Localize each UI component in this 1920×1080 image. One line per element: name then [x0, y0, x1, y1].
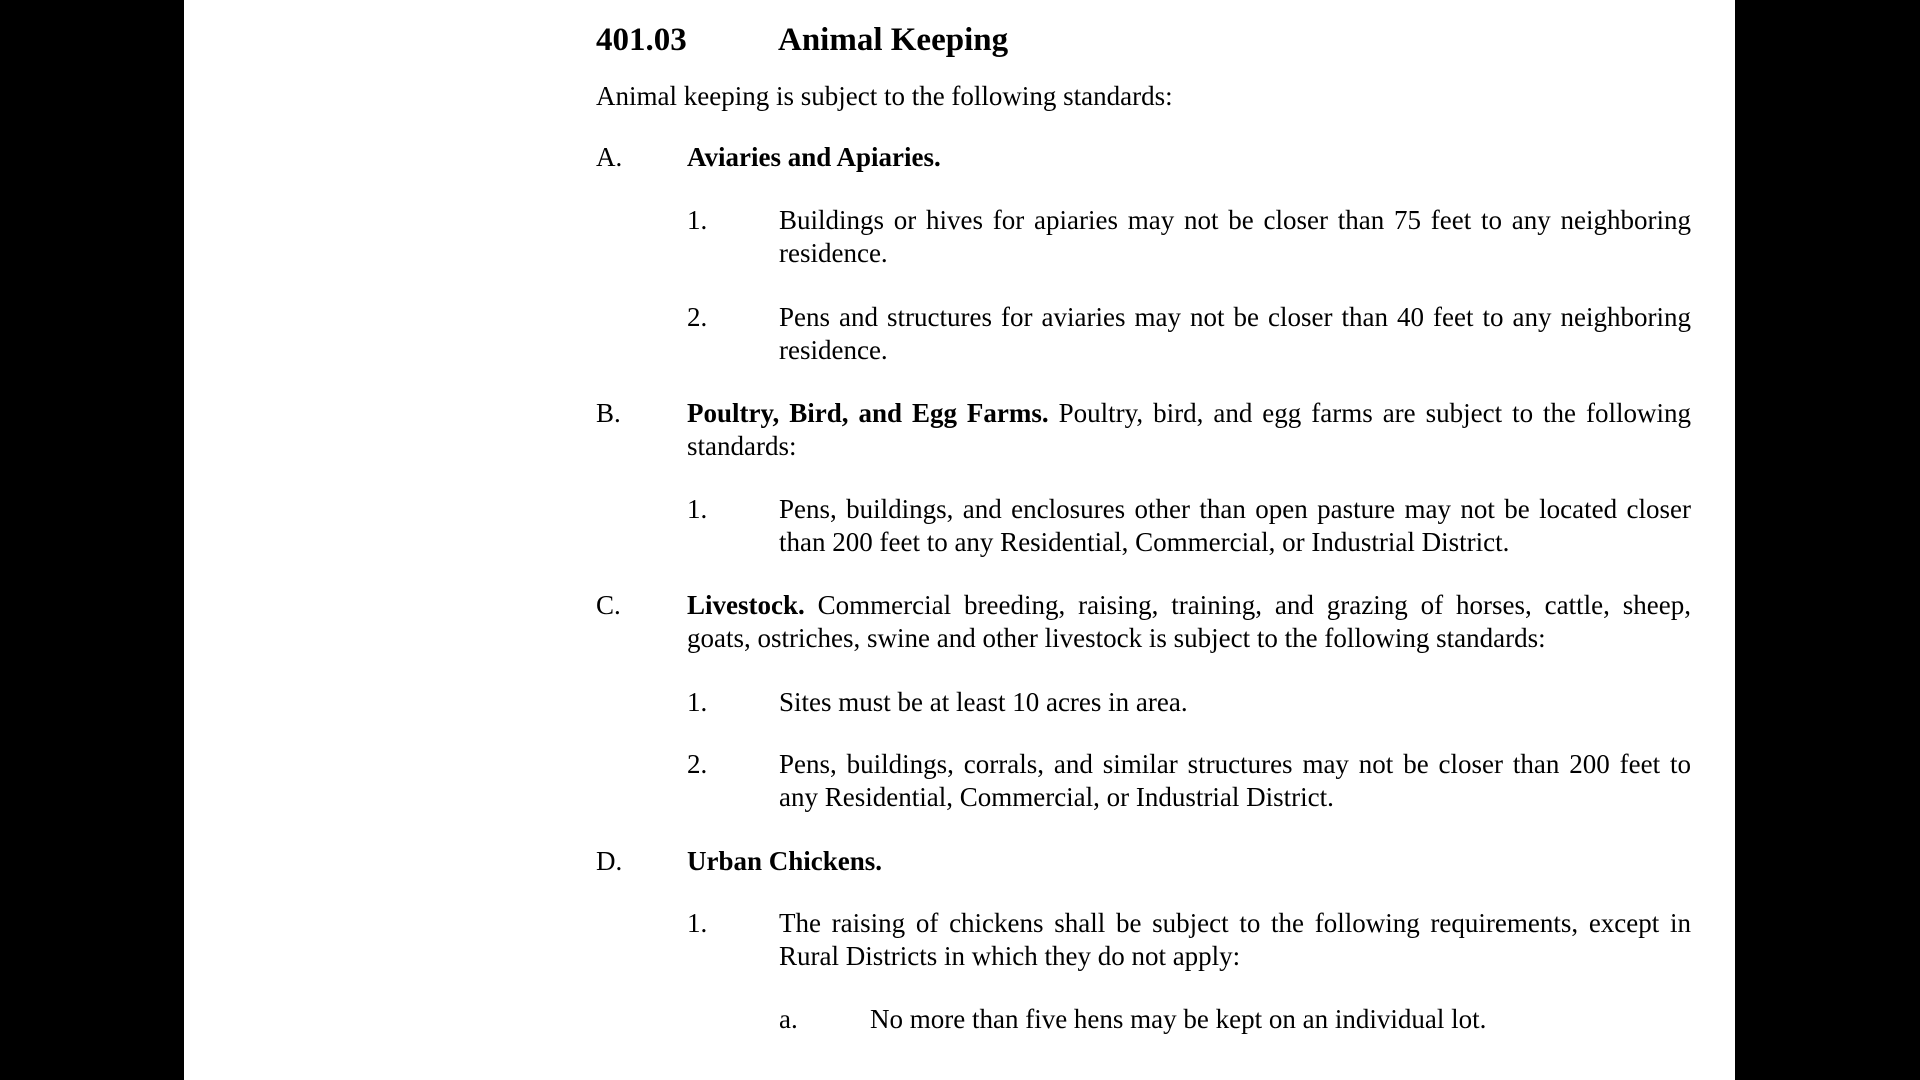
section-title: Animal Keeping — [778, 22, 1009, 58]
document-page — [184, 0, 1735, 1080]
item-c-1-label: 1. — [687, 687, 708, 717]
item-d-1-a-label: a. — [779, 1004, 798, 1034]
item-c-body: Commercial breeding, raising, training, and grazing of horses, cattle, sheep, goats, ostriches, swine and other livestock is subject to the following standards: — [687, 590, 1691, 653]
item-c-1-text: Sites must be at least 10 acres in area. — [779, 687, 1188, 717]
item-b-1-text: Pens, buildings, and enclosures other than open pasture may not be located closer than 200 feet to any Residential, Commercial, or Industrial District. — [779, 494, 1691, 557]
item-c-title: Livestock. — [687, 590, 805, 620]
item-b-title: Poultry, Bird, and Egg Farms. — [687, 398, 1049, 428]
section-number: 401.03 — [596, 22, 687, 58]
item-a-label: A. — [596, 142, 623, 172]
item-d-1-text: The raising of chickens shall be subject to the following requirements, except in Rural Districts in which they do not apply: — [779, 908, 1691, 971]
section-intro: Animal keeping is subject to the following standards: — [596, 81, 1173, 111]
item-a-2-text: Pens and structures for aviaries may not be closer than 40 feet to any neighboring residence. — [779, 302, 1691, 365]
item-c-2-text: Pens, buildings, corrals, and similar structures may not be closer than 200 feet to any Residential, Commercial, or Industrial District. — [779, 749, 1691, 812]
item-c-2-label: 2. — [687, 749, 708, 779]
item-b-1-label: 1. — [687, 494, 708, 524]
item-d-title: Urban Chickens. — [687, 846, 883, 876]
item-b-body: Poultry, bird, and egg farms are subject to the following standards: — [687, 398, 1691, 461]
item-d-1-a-text: No more than five hens may be kept on an individual lot. — [870, 1004, 1487, 1034]
item-a-1-text: Buildings or hives for apiaries may not be closer than 75 feet to any neighboring residence. — [779, 205, 1691, 268]
item-b-label: B. — [596, 398, 621, 428]
item-c-label: C. — [596, 590, 621, 620]
item-a-2-label: 2. — [687, 302, 708, 332]
item-a-1-label: 1. — [687, 205, 708, 235]
item-d-1-label: 1. — [687, 908, 708, 938]
item-a-title: Aviaries and Apiaries. — [687, 142, 941, 172]
item-d-label: D. — [596, 846, 623, 876]
